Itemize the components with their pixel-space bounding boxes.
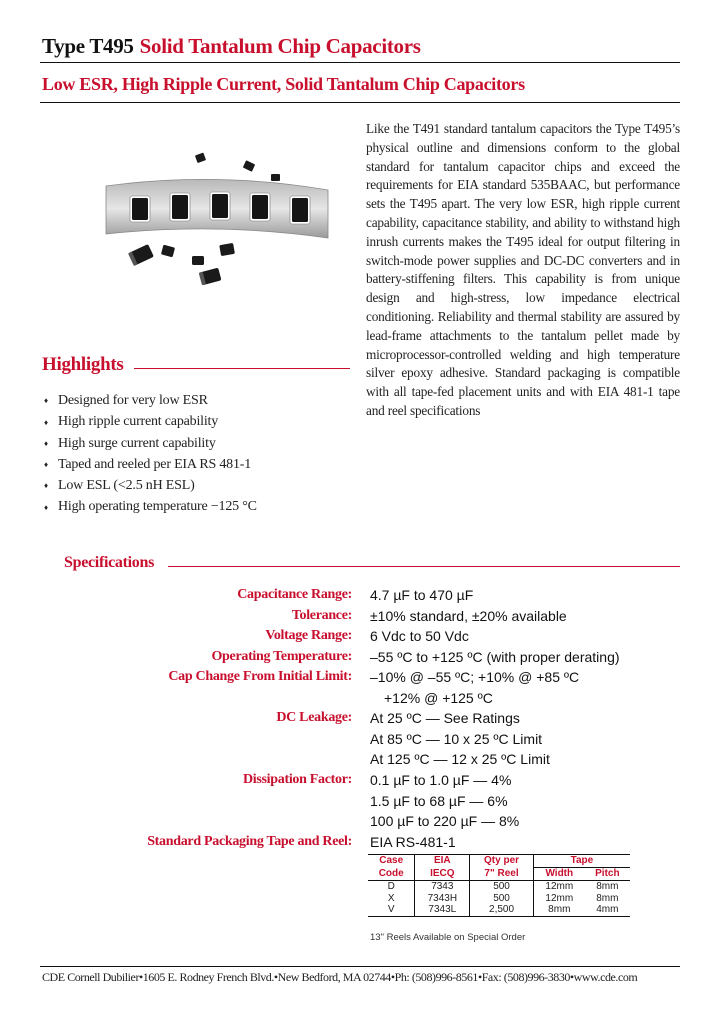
diamond-bullet-icon: ♦ [44,481,48,491]
table-header-row [368,855,630,868]
reel-note: 13" Reels Available on Special Order [370,932,526,943]
table-row: V 7343L 2,500 8mm 4mm [368,904,630,916]
product-description: Like the T491 standard tantalum capacitors the Type T495’s physical outline and dimensions conform to the global standard for tantalum capacitor chips and exceed the requirements for EIA standard 535BAAC, but performance sets the T495 apart. The very low ESR, high ripple current capability, capacitance stability, and ability to withstand high inrush currents makes the T495 ideal for output filtering in switch-mode power supplies and DC-DC converters and in battery-stiffening filters. This capability is from unique design and high-stress, low impedance electrical conditioning. Reliability and thermal stability are assured by lead-frame attachments to the tantalum pellet made by microprocessor-controlled welding and high temperature silver epoxy adhesive. Standard packaging is compatible with all tape-fed placement units and with EIA 481-1 tape and reel specifications [366,121,680,418]
highlights-rule [134,368,350,369]
list-item: ♦ Designed for very low ESR [44,390,257,411]
list-item: ♦ High surge current capability [44,433,257,454]
dc-leakage-value: At 25 ºC — See Ratings [370,710,520,726]
page-title [42,34,421,59]
diamond-bullet-icon: ♦ [44,438,48,448]
list-item: ♦ Low ESL (<2.5 nH ESL) [44,475,257,496]
header-pitch: Pitch [585,868,630,881]
diamond-bullet-icon: ♦ [44,460,48,470]
page-subtitle: Low ESR, High Ripple Current, Solid Tantalum Chip Capacitors [42,74,525,94]
specifications-heading: Specifications [64,554,155,571]
dc-leakage-value-3: At 125 ºC — 12 x 25 ºC Limit [370,751,550,767]
header-case: Case [368,855,415,868]
diamond-bullet-icon: ♦ [44,502,48,512]
dissipation-factor-value: 0.1 µF to 1.0 µF — 4% [370,772,512,788]
tolerance-value: ±10% standard, ±20% available [370,608,567,624]
dc-leakage-value-2: At 85 ºC — 10 x 25 ºC Limit [370,731,543,747]
product-photo [96,146,336,306]
table-row: D 7343 500 12mm 8mm [387,881,619,892]
operating-temperature-value: –55 ºC to +125 ºC (with proper derating) [370,649,620,665]
header-code: Code [368,868,415,881]
dissipation-factor-label: Dissipation Factor: [242,772,352,787]
list-item: ♦ High ripple current capability [44,411,257,432]
dissipation-factor-value-3: 100 µF to 220 µF — 8% [370,813,520,829]
title-rule [40,62,680,63]
cap-change-value: –10% @ –55 ºC; +10% @ +85 ºC [370,669,580,685]
list-item: ♦ Taped and reeled per EIA RS 481-1 [44,454,257,475]
title-prefix: Type T495 [42,34,134,58]
tolerance-label: Tolerance: [291,608,352,623]
header-iecq: IECQ [415,868,470,881]
operating-temperature-label: Operating Temperature: [211,649,352,664]
header-qty: Qty per [470,855,534,868]
highlights-list [44,390,257,518]
packaging-value: EIA RS-481-1 [370,834,456,850]
voltage-label: Voltage Range: [265,628,352,643]
dc-leakage-label: DC Leakage: [276,710,352,725]
cap-change-label: Cap Change From Initial Limit: [168,669,352,684]
header-reel: 7" Reel [470,868,534,881]
dissipation-factor-value-2: 1.5 µF to 68 µF — 6% [370,793,508,809]
header-width: Width [533,868,584,881]
capacitance-label: Capacitance Range: [237,587,352,602]
capacitance-value: 4.7 µF to 470 µF [370,587,474,603]
header-tape: Tape [533,855,630,868]
table-header-row [368,868,630,881]
subtitle-rule [40,102,680,103]
voltage-value: 6 Vdc to 50 Vdc [370,628,469,644]
diamond-bullet-icon: ♦ [44,417,48,427]
table-row: X 7343H 500 12mm 8mm [387,892,619,904]
diamond-bullet-icon: ♦ [44,396,48,406]
highlights-heading: Highlights [42,354,124,375]
packaging-table [368,854,630,917]
packaging-label: Standard Packaging Tape and Reel: [147,834,352,849]
header-eia: EIA [415,855,470,868]
specifications-rule [168,566,680,567]
footer-contact: CDE Cornell Dubilier•1605 E. Rodney French Blvd.•New Bedford, MA 02744•Ph: (508)996-8561•Fax: (508)996-3830•www.cde.com [42,970,638,984]
list-item: ♦ High operating temperature −125 °C [44,496,257,517]
footer-rule [40,966,680,967]
title-main: Solid Tantalum Chip Capacitors [139,34,421,58]
cap-change-value-2: +12% @ +125 ºC [384,690,493,706]
